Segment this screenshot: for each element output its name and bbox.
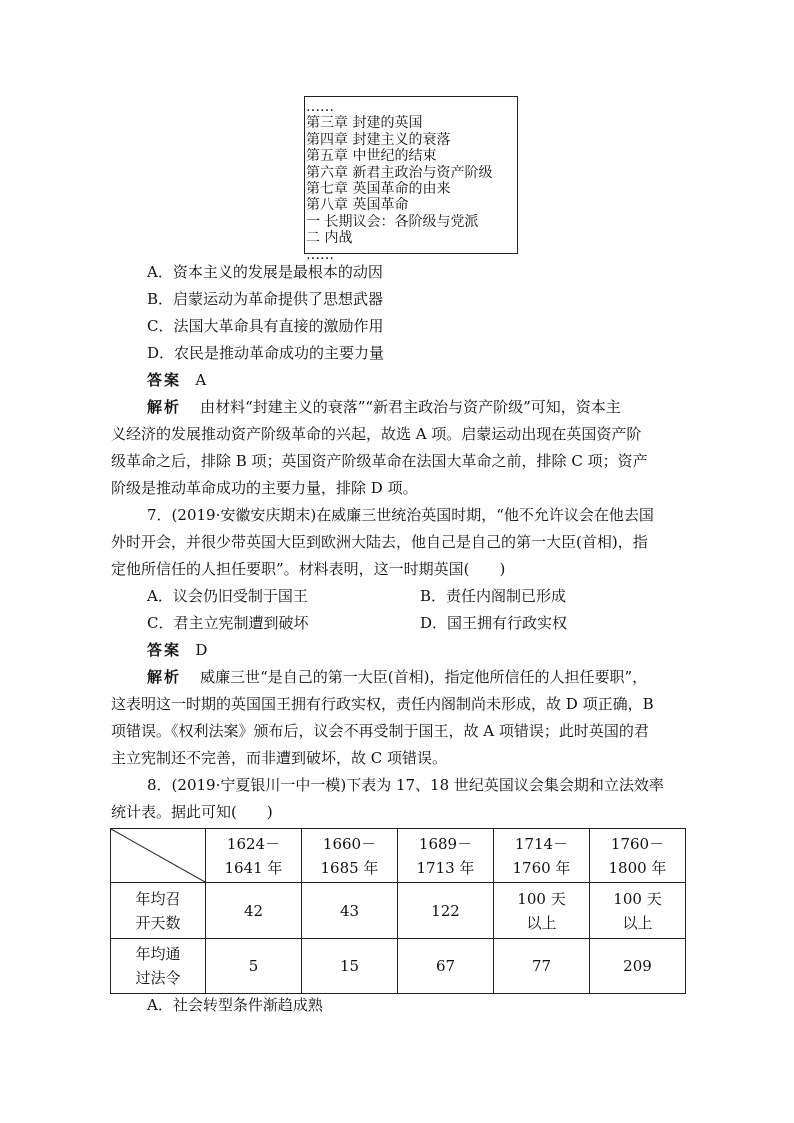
toc-material-box: [304, 96, 518, 263]
q6-option-a: A．资本主义的发展是最根本的动因: [147, 263, 383, 281]
column-header: 1660－ 1685 年: [302, 829, 398, 883]
table-cell: 67: [398, 939, 494, 994]
q6-analysis-line: 义经济的发展推动资产阶级革命的兴起，故选 A 项。启蒙运动出现在英国资产阶: [111, 425, 642, 443]
analysis-label: 解析: [147, 398, 182, 416]
row-label: 年均通 过法令: [111, 939, 206, 994]
q8-option-a: A．社会转型条件渐趋成熟: [147, 996, 323, 1014]
toc-line: ……: [306, 246, 334, 263]
q6-answer-line: [147, 370, 206, 390]
q7-option-d: D．国王拥有行政实权: [420, 614, 568, 632]
q6-analysis-line: [147, 397, 621, 417]
q6-option-b: B．启蒙运动为革命提供了思想武器: [147, 290, 384, 308]
q7-analysis-line: 主立宪制还不完善，而非遭到破坏，故 C 项错误。: [111, 749, 448, 767]
analysis-text: 威廉三世“是自己的第一大臣(首相)，指定他所信任的人担任要职”，: [200, 668, 648, 686]
q6-analysis-line: 级革命之后，排除 B 项；英国资产阶级革命在法国大革命之前，排除 C 项；资产: [111, 452, 648, 470]
q7-option-a: A．议会仍旧受制于国王: [147, 587, 308, 605]
analysis-label: 解析: [147, 668, 182, 686]
toc-line: 第五章 中世纪的结束: [306, 148, 437, 165]
q7-analysis-line: 项错误。《权利法案》颁布后，议会不再受制于国王，故 A 项错误；此时英国的君: [111, 722, 649, 740]
toc-line: 二 内战: [306, 230, 353, 247]
table-cell: 100 天 以上: [494, 883, 590, 939]
row-label: 年均召 开天数: [111, 883, 206, 939]
column-header: 1714－ 1760 年: [494, 829, 590, 883]
table-cell: 5: [206, 939, 302, 994]
table-cell: 100 天 以上: [590, 883, 686, 939]
table-cell: 43: [302, 883, 398, 939]
table-cell: 15: [302, 939, 398, 994]
column-header: 1760－ 1800 年: [590, 829, 686, 883]
table-cell: 122: [398, 883, 494, 939]
diagonal-header-cell: [111, 829, 206, 883]
toc-line: 第三章 封建的英国: [306, 115, 423, 132]
table-row: [111, 939, 686, 994]
q7-answer-line: [147, 640, 207, 660]
toc-line: 第六章 新君主政治与资产阶级: [306, 164, 493, 181]
q7-option-b: B．责任内阁制已形成: [420, 587, 567, 605]
q7-stem-line: 7．(2019·安徽安庆期末)在威廉三世统治英国时期，“他不允许议会在他去国: [147, 506, 654, 524]
table-cell: 77: [494, 939, 590, 994]
answer-label: 答案: [147, 371, 182, 389]
table-header-row: [111, 829, 686, 883]
parliament-stats-table: [110, 828, 686, 994]
table-cell: 209: [590, 939, 686, 994]
diagonal-line: [111, 829, 205, 882]
column-header: 1624－ 1641 年: [206, 829, 302, 883]
q7-analysis-line: [147, 667, 647, 687]
q7-stem-line: 定他所信任的人担任要职”。材料表明，这一时期英国( ): [111, 560, 506, 578]
answer-label: 答案: [147, 641, 182, 659]
answer-value: D: [195, 641, 208, 659]
toc-line: 第八章 英国革命: [306, 197, 409, 214]
table-cell: 42: [206, 883, 302, 939]
toc-line: 第七章 英国革命的由来: [306, 181, 451, 198]
table-row: [111, 883, 686, 939]
q6-option-c: C．法国大革命具有直接的激励作用: [147, 317, 384, 335]
q7-option-c: C．君主立宪制遭到破坏: [147, 614, 309, 632]
toc-line: ……: [306, 99, 334, 115]
q7-stem-line: 外时开会，并很少带英国大臣到欧洲大陆去，他自己是自己的第一大臣(首相)，指: [111, 533, 648, 551]
answer-value: A: [195, 371, 207, 389]
toc-line: 第四章 封建主义的衰落: [306, 131, 451, 148]
q8-stem-line: 8．(2019·宁夏银川一中一模)下表为 17、18 世纪英国议会集会期和立法效率: [147, 776, 664, 794]
q8-stem-line: 统计表。据此可知( ): [111, 803, 273, 821]
q6-analysis-line: 阶级是推动革命成功的主要力量，排除 D 项。: [111, 479, 418, 497]
toc-line: 一 长期议会：各阶级与党派: [306, 213, 479, 230]
column-header: 1689－ 1713 年: [398, 829, 494, 883]
analysis-text: 由材料“封建主义的衰落”“新君主政治与资产阶级”可知，资本主: [200, 398, 621, 416]
q6-option-d: D．农民是推动革命成功的主要力量: [147, 344, 385, 362]
q7-analysis-line: 这表明这一时期的英国国王拥有行政实权，责任内阁制尚未形成，故 D 项正确，B: [111, 695, 654, 713]
